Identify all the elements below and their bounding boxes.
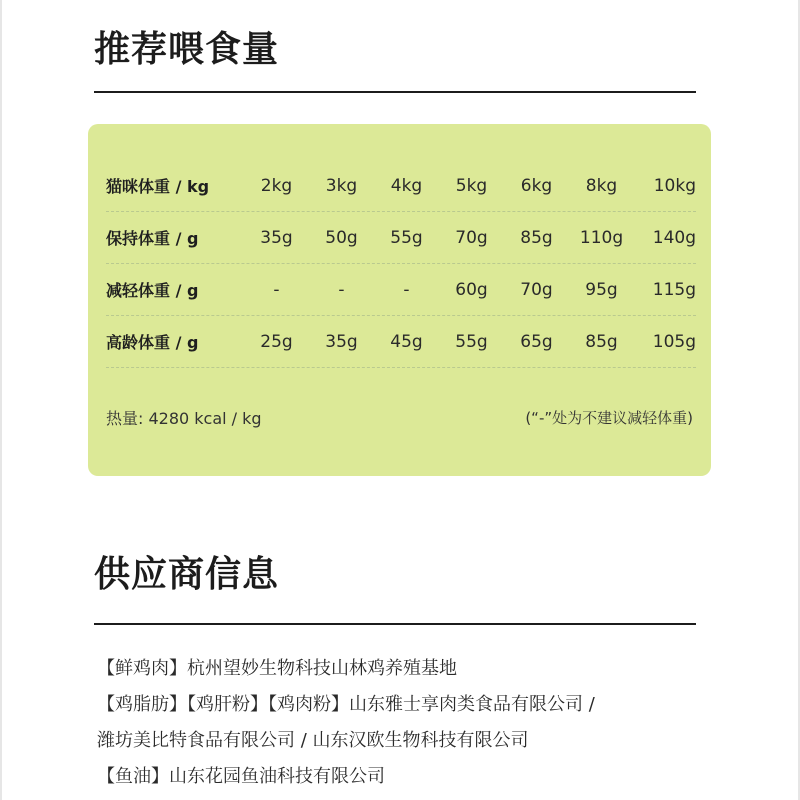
row-label: 高龄体重 / g [106,333,199,352]
table-cell: 95g [585,279,618,300]
table-cell: 105g [652,331,696,352]
calorie-note: 热量: 4280 kcal / kg [106,409,262,428]
table-cell: 70g [520,279,553,300]
table-row-reduce-weight [106,264,696,316]
table-cell: 60g [455,279,488,300]
table-row-senior-weight [106,316,696,368]
table-cell: 4kg [390,175,423,196]
table-cell: 35g [325,331,358,352]
row-label: 减轻体重 / g [106,281,199,300]
feeding-title-rule [94,91,696,93]
table-cell: 2kg [260,175,293,196]
table-cell: 55g [390,227,423,248]
table-cell: 45g [390,331,423,352]
feeding-table-card [88,124,711,476]
table-cell: 35g [260,227,293,248]
table-cell: - [338,279,345,300]
supplier-line: 潍坊美比特食品有限公司 / 山东汉欧生物科技有限公司 [97,730,529,751]
table-cell: 3kg [325,175,358,196]
supplier-line: 【鸡脂肪】【鸡肝粉】【鸡肉粉】山东雅士享肉类食品有限公司 / [97,694,595,715]
feeding-title: 推荐喂食量 [94,29,280,70]
table-cell: - [403,279,410,300]
left-edge-line [0,0,2,800]
table-row-maintain-weight [106,212,696,264]
table-cell: 55g [455,331,488,352]
table-cell: 140g [652,227,696,248]
supplier-list [97,651,717,795]
feeding-table [106,160,696,368]
supplier-line: 【鱼油】山东花园鱼油科技有限公司 [97,766,385,787]
table-cell: - [273,279,280,300]
table-cell: 65g [520,331,553,352]
table-row-cat-weight [106,160,696,212]
row-label: 猫咪体重 / kg [106,177,210,196]
supplier-line: 【鲜鸡肉】杭州望妙生物科技山林鸡养殖基地 [97,658,457,679]
table-cell: 8kg [585,175,618,196]
dash-explanation-note: (“-”处为不建议减轻体重) [525,409,693,427]
table-cell: 110g [579,227,624,248]
table-cell: 115g [652,279,696,300]
supplier-title-rule [94,623,696,625]
table-cell: 25g [260,331,293,352]
table-cell: 10kg [653,175,696,196]
supplier-title: 供应商信息 [94,554,280,595]
table-cell: 6kg [520,175,553,196]
table-cell: 85g [585,331,618,352]
table-cell: 5kg [455,175,488,196]
row-label: 保持体重 / g [106,229,199,248]
table-cell: 50g [325,227,358,248]
table-cell: 85g [520,227,553,248]
table-cell: 70g [455,227,488,248]
